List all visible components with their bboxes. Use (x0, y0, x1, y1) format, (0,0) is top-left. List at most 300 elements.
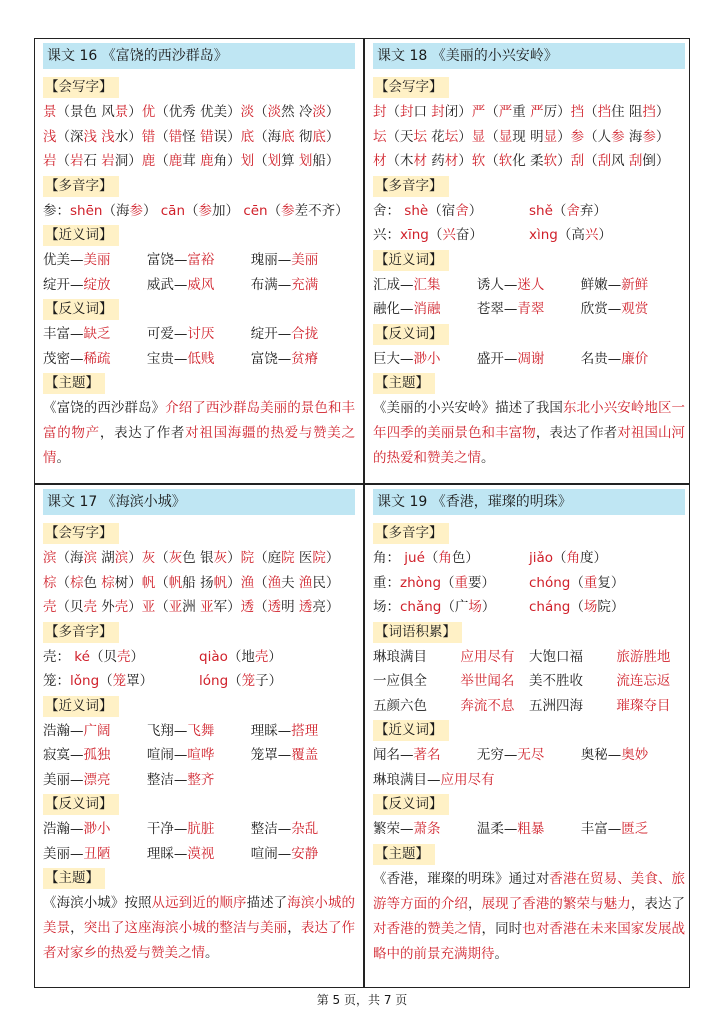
section-heading: 【多音字】 (373, 176, 449, 197)
word-pair (251, 273, 355, 298)
text-segment: 飞舞 (187, 722, 215, 739)
text-segment: 挡 (570, 104, 585, 120)
word-pair (43, 273, 147, 298)
char-row (43, 571, 355, 596)
text-segment: 突出了这座海滨小城的整洁与美丽 (83, 920, 288, 936)
text-segment: 复） (597, 574, 625, 591)
text-segment: jiǎo (529, 550, 554, 566)
text-segment: 美丽 (291, 252, 319, 268)
polyphone-reading (529, 223, 685, 248)
text-segment: 整齐 (187, 771, 215, 788)
text-segment: 整洁— (146, 771, 188, 788)
text-segment: 度） (580, 550, 608, 566)
row-divider (35, 483, 689, 485)
synonym-list (43, 248, 355, 297)
text-segment: ） (227, 550, 241, 566)
word-pair-row (43, 719, 355, 744)
text-segment: 住 阻 (611, 104, 643, 120)
word-pair (477, 768, 581, 793)
word-pair-row (43, 322, 355, 347)
word-pair (147, 842, 251, 867)
text-segment: 笼 (112, 673, 127, 689)
text-segment: 鹿 (168, 153, 183, 169)
text-segment: 美丽— (43, 845, 84, 862)
word-pair (373, 347, 477, 372)
word-pair (147, 719, 251, 744)
char-row (373, 149, 685, 174)
text-segment: 坛 (373, 128, 387, 145)
synonym-list (373, 743, 685, 792)
text-segment: cháng (529, 599, 571, 615)
text-segment: 欣赏— (580, 301, 622, 317)
text-segment: （ (254, 574, 268, 591)
text-segment: 表达了作者对家乡的热爱与赞美之情 (43, 920, 356, 961)
text-segment: 湖 (97, 550, 115, 566)
text-segment: 棕 (43, 574, 57, 591)
polyphone-row (373, 223, 685, 248)
polyphone-reading (373, 223, 529, 248)
text-segment: 错 (168, 128, 183, 145)
lesson-18-panel (373, 43, 685, 471)
section-heading: 【反义词】 (43, 794, 119, 815)
text-segment: 茸 (182, 153, 201, 169)
word-pair (43, 347, 147, 372)
text-segment: ，表达了作者 (535, 425, 618, 441)
text-segment: （ (570, 574, 584, 591)
text-segment: ） (268, 648, 282, 665)
word-pair (251, 817, 355, 842)
text-segment: ） (598, 227, 612, 243)
text-segment: 外 (97, 599, 115, 615)
text-segment: 民） (312, 574, 340, 591)
text-segment: 错 (200, 128, 214, 145)
idiom: 美不胜收 (528, 673, 583, 689)
text-segment: 军） (213, 599, 241, 615)
word-pair (251, 248, 355, 273)
char-row (43, 546, 355, 571)
text-segment: ， (287, 920, 301, 936)
word-pair (43, 768, 147, 793)
text-segment: （海 (254, 128, 282, 145)
polyphone-reading (529, 199, 685, 224)
text-segment: （ (570, 599, 584, 615)
text-segment: （海 (56, 550, 84, 566)
word-pair (147, 743, 251, 768)
char-row (43, 595, 355, 620)
text-segment: 《富饶的西沙群岛》 (43, 400, 166, 416)
word-pair (581, 273, 685, 298)
text-segment: 迷人 (517, 276, 545, 293)
word-pair (581, 297, 685, 322)
section-heading: 【主题】 (43, 868, 105, 889)
text-segment: 滨 (114, 550, 129, 566)
text-segment: 参 (642, 128, 656, 145)
text-segment: 严 (471, 104, 486, 120)
text-segment: （ (485, 153, 499, 169)
word-pair (43, 719, 147, 744)
text-segment: 底 (240, 128, 255, 145)
text-segment: 。 (56, 450, 70, 466)
text-segment: 壳 (114, 599, 129, 615)
text-segment: 兴： (373, 227, 400, 243)
polyphone-reading (529, 595, 685, 620)
text-segment: 从远到近的顺序 (151, 895, 247, 911)
text-segment: 著名 (413, 747, 441, 763)
text-segment: 帆 (168, 574, 183, 591)
text-segment: 。 (205, 945, 219, 961)
text-segment: 笼罩— (250, 747, 292, 763)
text-segment: 鹿 (141, 153, 156, 169)
text-segment: （ (155, 599, 169, 615)
word-pair (373, 743, 477, 768)
text-segment: 匮乏 (621, 821, 649, 837)
text-segment: 绽开— (250, 326, 292, 342)
text-segment: 广阔 (83, 722, 111, 739)
text-segment: 院 (240, 550, 255, 566)
word-pair (43, 842, 147, 867)
text-segment: （ (155, 153, 169, 169)
polyphone-list (373, 199, 685, 248)
text-segment: 渺小 (83, 821, 111, 837)
text-segment: 盛开— (476, 350, 518, 367)
text-segment: 海 (624, 128, 643, 145)
text-segment: ） (325, 104, 340, 120)
text-segment: （ (485, 104, 499, 120)
text-segment: 浅 (43, 128, 57, 145)
polyphone-reading (373, 199, 529, 224)
text-segment: 富饶— (250, 350, 292, 367)
text-segment: 鲜嫩— (580, 276, 622, 293)
lesson-title: 课文 19 《香港，璀璨的明珠》 (373, 489, 685, 515)
text-segment: 巨大— (373, 350, 414, 367)
text-segment: 色 (83, 574, 102, 591)
write-chars (43, 546, 355, 620)
theme-text (373, 396, 685, 471)
word-pair (43, 248, 147, 273)
text-segment: 凋谢 (517, 350, 545, 367)
antonym-list (373, 817, 685, 842)
text-segment: 威风 (187, 276, 215, 293)
section-heading: 【主题】 (373, 844, 435, 865)
text-segment: 贫瘠 (291, 350, 319, 367)
text-segment: 景 (43, 104, 57, 120)
word-pair (477, 347, 581, 372)
text-segment: 淡 (312, 104, 326, 120)
char-row (43, 100, 355, 125)
text-segment: ） (128, 550, 142, 566)
text-segment: 《美丽的小兴安岭》描述了我国 (373, 400, 563, 416)
polyphone-reading (373, 571, 529, 596)
text-segment: 鹿 (200, 153, 214, 169)
text-segment: 介绍了西沙群岛美丽的景色和丰富的物产 (43, 400, 356, 441)
char-row (373, 125, 685, 150)
text-segment: （宿 (428, 202, 456, 219)
text-segment: 应用尽有 (440, 771, 495, 788)
text-segment: （地 (227, 648, 255, 665)
word-pair-row (43, 347, 355, 372)
text-segment: zhòng (400, 574, 442, 591)
polyphone-reading (43, 645, 199, 670)
text-segment: 壳 (116, 648, 131, 665)
text-segment: 参 (129, 202, 143, 219)
text-segment: 底 (312, 128, 326, 145)
text-segment: 低贱 (187, 350, 215, 367)
text-segment: 丰富— (43, 326, 84, 342)
text-segment: ） (325, 128, 340, 145)
idiom: 举世闻名 (460, 673, 515, 689)
text-segment: 浩瀚— (43, 821, 84, 837)
text-segment: 缺乏 (83, 326, 111, 342)
text-segment: （ (254, 599, 268, 615)
text-segment: ） (128, 104, 142, 120)
text-segment: shě (529, 202, 553, 219)
idiom: 五颜六色 (373, 697, 427, 714)
text-segment: （贝 (56, 599, 84, 615)
synonym-list (373, 273, 685, 322)
text-segment: 软 (471, 153, 486, 169)
section-heading: 【多音字】 (43, 176, 119, 197)
polyphone-row (43, 199, 355, 224)
text-segment: 医 (294, 550, 313, 566)
text-segment: 淡 (267, 104, 282, 120)
lesson-19-panel (373, 489, 685, 967)
word-pair (147, 817, 251, 842)
text-segment: 美丽— (43, 771, 84, 788)
text-segment: 舍 (455, 202, 469, 219)
idiom: 琳琅满目 (373, 648, 427, 665)
polyphone-reading (199, 645, 355, 670)
text-segment: 壳 (83, 599, 97, 615)
word-pair-row (373, 768, 685, 793)
text-segment: 参 (281, 202, 295, 219)
text-segment: 角 (566, 550, 581, 566)
text-segment: 院 (312, 550, 326, 566)
text-segment: 壳 (43, 599, 57, 615)
text-segment: （景色 风 (56, 104, 115, 120)
text-segment: 参 (198, 202, 213, 219)
text-segment: 怪 (182, 128, 201, 145)
text-segment: 兴 (442, 227, 456, 243)
text-segment: qiào (199, 648, 228, 665)
text-segment: 洞） (114, 153, 142, 169)
text-segment: 挡 (597, 104, 612, 120)
text-segment: （ (155, 574, 169, 591)
text-segment: 软 (543, 153, 558, 169)
text-segment: 理睬— (250, 722, 292, 739)
text-segment: （ (552, 202, 567, 219)
text-segment: 材 (413, 153, 427, 169)
text-segment: （ (386, 104, 400, 120)
char-row (373, 100, 685, 125)
word-pair-row (43, 248, 355, 273)
text-segment: 色 银 (182, 550, 214, 566)
text-segment: 飞翔— (146, 722, 188, 739)
text-segment: 亚 (141, 599, 156, 615)
polyphone-row (373, 595, 685, 620)
text-segment: （ (267, 202, 282, 219)
text-segment: 树） (114, 574, 142, 591)
text-segment: （ (485, 128, 499, 145)
text-segment: 兴 (584, 227, 599, 243)
text-segment: 灰 (141, 550, 156, 566)
text-segment: 场 (583, 599, 598, 615)
text-segment: 岩 (70, 153, 84, 169)
word-pair (373, 768, 495, 793)
char-row (43, 149, 355, 174)
text-segment: 封 (400, 104, 414, 120)
text-segment: （人 (584, 128, 612, 145)
text-segment: ké (74, 648, 90, 665)
text-segment: 诱人— (476, 276, 518, 293)
text-segment: 渔 (267, 574, 282, 591)
polyphone-row (373, 571, 685, 596)
text-segment: 稀疏 (83, 350, 111, 367)
idiom: 大饱口福 (528, 648, 583, 665)
word-pair (43, 817, 147, 842)
word-pair (581, 347, 685, 372)
section-heading: 【会写字】 (43, 523, 119, 544)
text-segment: （ (441, 574, 455, 591)
polyphone-row (373, 199, 685, 224)
text-segment: 参 (570, 128, 585, 145)
text-segment: ，同时 (481, 920, 523, 937)
text-segment: 布满— (250, 276, 292, 293)
text-segment: 粗暴 (517, 821, 545, 837)
text-segment: 场 (468, 599, 482, 615)
text-segment: 威武— (146, 276, 188, 293)
text-segment: 浅 (83, 128, 97, 145)
text-segment: 渔 (298, 574, 313, 591)
lesson-17-panel (43, 489, 355, 966)
text-segment: 讨厌 (187, 326, 215, 342)
text-segment: 描述了 (246, 895, 288, 911)
text-segment: 彻 (294, 128, 313, 145)
text-segment: 算 (281, 153, 299, 169)
word-pair-row (43, 743, 355, 768)
text-segment: 透 (240, 599, 255, 615)
text-segment: lóng (199, 673, 229, 689)
text-segment: 药 (427, 153, 445, 169)
text-segment: 船 扬 (182, 574, 214, 591)
word-pair (581, 768, 685, 793)
word-pair (43, 743, 147, 768)
text-segment: 色） (451, 550, 479, 566)
polyphone-reading (373, 546, 529, 571)
text-segment: xìng (529, 227, 558, 243)
text-segment: 理睬— (146, 845, 188, 862)
text-segment: 刮 (597, 153, 612, 169)
text-segment: 《香港，璀璨的明珠》通过对 (373, 870, 550, 887)
text-segment: 灰 (168, 550, 183, 566)
section-heading: 【主题】 (373, 373, 435, 394)
text-segment: 重： (373, 574, 400, 591)
text-segment: 重 (454, 574, 469, 591)
text-segment: 帆 (141, 574, 156, 591)
text-segment: 坛 (413, 128, 427, 145)
section-heading: 【会写字】 (43, 77, 119, 98)
section-heading: 【会写字】 (373, 77, 449, 98)
text-segment: 笼 (241, 673, 256, 689)
synonym-list (43, 719, 355, 793)
word-pair (477, 743, 581, 768)
text-segment: 无穷— (476, 747, 518, 763)
text-segment: 萧条 (413, 821, 441, 837)
polyphone-list (43, 645, 355, 694)
text-segment: （优秀 优美） (155, 104, 241, 120)
text-segment: 口 (413, 104, 432, 120)
word-pair-row (43, 768, 355, 793)
text-segment: 坛 (444, 128, 459, 145)
text-segment: shè (404, 202, 429, 219)
text-segment: lǒng (70, 673, 100, 689)
idiom: 应用尽有 (460, 648, 515, 665)
text-segment: 化 柔 (512, 153, 544, 169)
word-pair (147, 768, 251, 793)
text-segment: 漠视 (187, 845, 215, 862)
text-segment: 材 (444, 153, 459, 169)
text-segment: （ (185, 202, 199, 219)
section-heading: 【反义词】 (373, 324, 449, 345)
text-segment: 汇集 (413, 276, 441, 293)
text-segment: 滨 (83, 550, 97, 566)
text-segment: （深 (56, 128, 84, 145)
text-segment: 展现了香港的繁荣与魅力 (481, 895, 631, 912)
text-segment: 喧哗 (187, 747, 215, 763)
text-segment: 水） (114, 128, 142, 145)
section-heading: 【多音字】 (43, 622, 119, 643)
text-segment: 重 (583, 574, 598, 591)
idiom-row (373, 645, 685, 670)
text-segment: 苍翠— (476, 301, 518, 317)
theme-text (43, 396, 355, 471)
theme-text (43, 891, 355, 966)
text-segment: 干净— (146, 821, 188, 837)
text-segment: 繁荣— (373, 821, 414, 837)
text-segment: 浩瀚— (43, 722, 84, 739)
polyphone-reading (529, 571, 685, 596)
text-segment: 倒） (642, 153, 670, 169)
section-heading: 【近义词】 (43, 225, 119, 246)
text-segment: （ (553, 550, 567, 566)
text-segment: （ (428, 227, 443, 243)
text-segment: chǎng (400, 599, 442, 615)
text-segment: 棕 (70, 574, 84, 591)
page-frame (34, 38, 690, 988)
text-segment: （贝 (89, 648, 117, 665)
text-segment: 对祖国山河的热爱和赞美之情 (373, 425, 686, 466)
text-segment: 滨 (43, 550, 57, 566)
text-segment: xīng (400, 227, 429, 243)
column-divider (363, 39, 365, 987)
text-segment: 角） (213, 153, 241, 169)
text-segment: ） (655, 128, 670, 145)
text-segment: 富饶— (146, 252, 188, 268)
text-segment: 闻名— (373, 747, 414, 763)
text-segment: 丑陋 (83, 845, 111, 862)
text-segment: （ (155, 550, 169, 566)
text-segment: （ (56, 153, 70, 169)
lesson-title: 课文 18 《美丽的小兴安岭》 (373, 43, 685, 69)
text-segment: ，表达了作者 (99, 425, 186, 441)
word-pair (251, 322, 355, 347)
text-segment: 寂寞— (43, 747, 84, 763)
word-pair (251, 743, 355, 768)
text-segment: 绽放 (83, 276, 111, 293)
text-segment: 喧闹— (146, 747, 188, 763)
polyphone-row (43, 645, 355, 670)
text-segment: 优 (141, 104, 156, 120)
text-segment: 融化— (373, 301, 414, 317)
